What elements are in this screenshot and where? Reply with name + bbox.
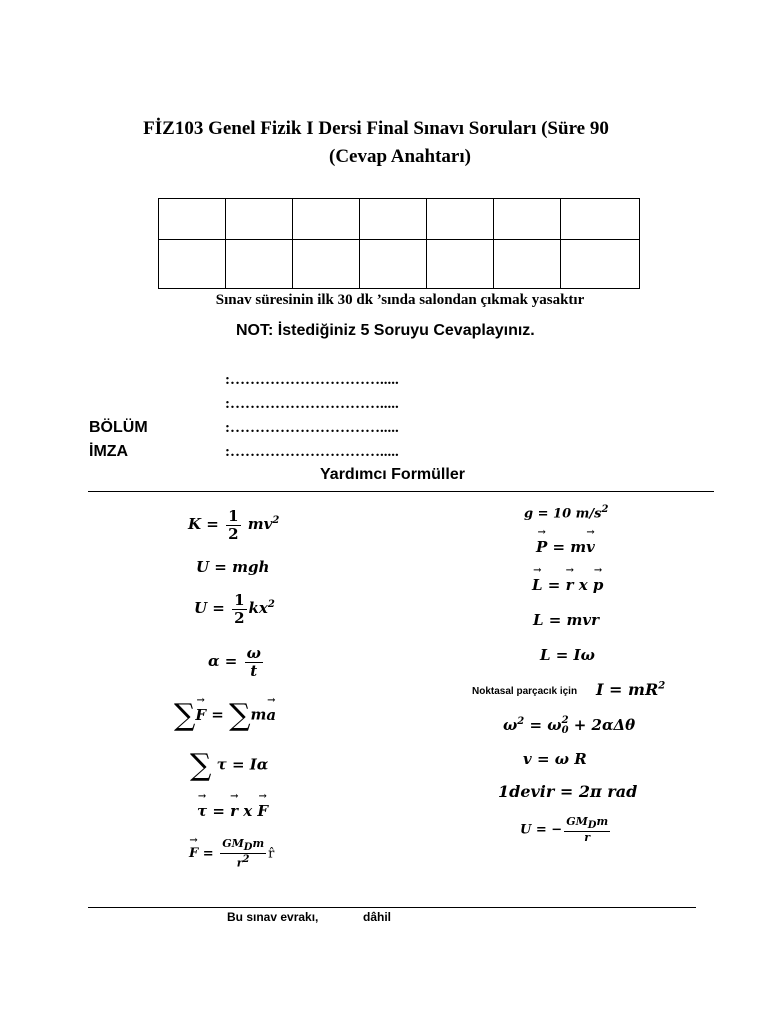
department-label: BÖLÜM [89,419,148,436]
score-cell [494,199,561,240]
department-line[interactable]: :…………………………..... [225,420,399,436]
moment-of-inertia-formula: $I = mR^2$ [596,680,666,699]
footer-text-right: dâhil [363,910,392,924]
kinetic-energy-formula: K = $\frac{1}{2}$ $mv^2$ [188,507,280,543]
score-cell [226,199,293,240]
point-particle-label: Noktasal parçacık için [472,686,578,697]
gravitational-potential-energy-formula: U = − $\frac{GM_Dm}{r}$ [520,815,609,845]
newton-second-law-formula: ∑→ F = ∑m→ a [174,698,276,733]
score-cell [561,199,640,240]
score-cell [360,199,427,240]
score-table-value-row [159,240,640,289]
revolution-conversion-formula: 1devir = 2π rad [498,782,638,801]
score-table [158,198,640,289]
angular-acceleration-formula: α = $\frac{\omega}{t}$ [208,644,261,680]
score-cell [293,199,360,240]
exam-note: NOT: İstediğiniz 5 Soruyu Cevaplayınız. [236,322,535,339]
gravity-constant-formula: g = 10 $m/s^2$ [524,504,609,522]
linear-velocity-formula: v = ω R [523,750,587,768]
exam-warning: Sınav süresinin ilk 30 dk ’sında salondan çıkmak yasaktır [215,292,585,308]
field-line[interactable]: :…………………………..... [225,396,399,412]
score-cell [293,240,360,289]
score-cell [360,240,427,289]
gravitational-potential-formula: U = mgh [196,558,270,576]
answer-key-subtitle: (Cevap Anahtarı) [329,146,471,167]
gravitational-force-formula: → F = $\frac{GM_Dm}{r^2}$ r̂ [189,838,274,870]
score-cell [561,240,640,289]
top-divider [88,491,714,492]
torque-sum-formula: ∑ τ = Iα [190,748,269,783]
bottom-divider [88,907,696,908]
angular-momentum-formula: L = mvr [533,611,600,629]
momentum-formula: → P = m→ v [536,538,595,556]
rotational-kinematics-formula: $\omega^2 = \omega$ 2 0 + 2αΔθ [503,715,636,736]
field-line[interactable]: :…………………………..... [225,372,399,388]
score-cell [159,199,226,240]
signature-label: İMZA [89,443,129,460]
score-cell [226,240,293,289]
score-cell [427,199,494,240]
footer-text-left: Bu sınav evrakı, [227,910,319,924]
score-cell [494,240,561,289]
exam-title: FİZ103 Genel Fizik I Dersi Final Sınavı Soruları (Süre 90 [143,118,609,139]
torque-vector-formula: → τ = → r x → F [197,802,268,820]
formulas-heading: Yardımcı Formüller [320,466,465,483]
score-table-header-row [159,199,640,240]
score-cell [159,240,226,289]
rigid-angular-momentum-formula: L = Iω [540,646,595,664]
score-cell [427,240,494,289]
spring-potential-formula: U = $\frac{1}{2}$ $kx^2$ [194,591,275,627]
angular-momentum-vector-formula: → L = → r x → p [532,576,603,594]
signature-line[interactable]: :…………………………..... [225,444,399,460]
